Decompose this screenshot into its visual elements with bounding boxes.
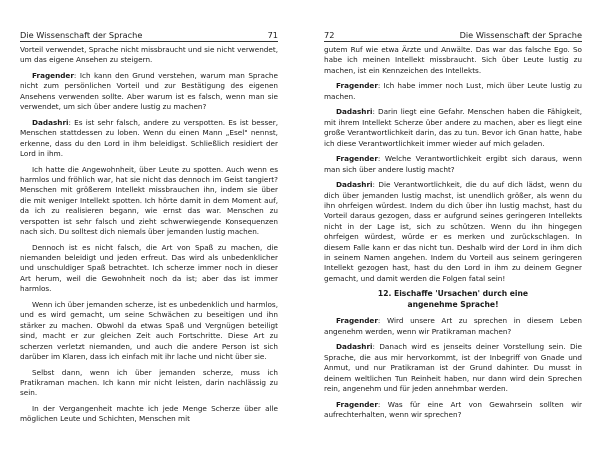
paragraph xyxy=(20,300,278,362)
paragraph xyxy=(324,81,582,102)
paragraph-text: : Danach wird es jenseits deiner Vorstellung sein. Die Sprache, die aus mir hervorkommt, ist der Inbegriff von Gnade und Anmut, und nur Pratikraman ist der Grund dahinter. Du musst in deinem weltlichen Tun Reinheit haben, nur dann wird dein Sprechen rein, angenehm und für jeden annehmbar werden. xyxy=(324,342,582,393)
paragraph xyxy=(20,45,278,66)
paragraph-text: Selbst dann, wenn ich über jemanden scherze, muss ich Pratikraman machen. Ich kann mir nicht leisten, darin nachlässig zu sein. xyxy=(20,367,278,398)
paragraph xyxy=(20,243,278,295)
paragraph-text: : Was für eine Art von Gewahrsein sollten wir aufrechterhalten, wenn wir sprechen? xyxy=(324,399,582,419)
left-running-head xyxy=(20,30,278,42)
speaker-name: Dadashri xyxy=(336,342,373,352)
paragraph xyxy=(324,154,582,175)
paragraph-text: : Die Verantwortlichkeit, die du auf dich lädst, wenn du dich über jemanden lustig machst, ist unendlich größer, als wenn du ihn ohrfeigen würdest. Indem du dich über ihn lustig machst, hast du Vorteil daraus gezogen, dass er aufgrund seines geringeren Intellekts nicht in der Lage ist, sich zu schützen. Wenn du ihn hingegen ohrfeigen würdest, würde er es merken und zurückschlagen. In diesem Falle kann er das nicht tun. Deshalb wird der Lord in ihm dich in seinem Namen angehen. Indem du Vorteil aus seinem geringeren Intellekt gezogen hast, hast du den Lord in ihm zu deinem Gegner gemacht, und damit werden die Folgen fatal sein! xyxy=(324,180,582,283)
paragraph xyxy=(20,118,278,160)
paragraph-text: : Ich habe immer noch Lust, mich über Leute lustig zu machen. xyxy=(324,81,582,101)
speaker-name: Fragender xyxy=(336,154,378,164)
section-heading xyxy=(324,289,582,310)
paragraph xyxy=(324,316,582,337)
paragraph-text: : Ich kann den Grund verstehen, warum man Sprache nicht zum persönlichen Vorteil und zur Bestätigung des eigenen Ansehens verwenden sollte. Aber warum ist es falsch, wenn man sie verwendet, um sich über andere lustig zu machen? xyxy=(20,71,278,112)
paragraph xyxy=(324,45,582,76)
paragraph-text: Wenn ich über jemanden scherze, ist es unbedenklich und harmlos, und es wird gemacht, um seine Schwächen zu beseitigen und ihn stärker zu machen. Obwohl da etwas Spaß und Vergnügen beteiligt sind, macht er zur gleichen Zeit auch Fortschritte. Diese Art zu scherzen verletzt niemanden, und auch die andere Person ist sich darüber im Klaren, dass ich einfach mit ihr lache und nicht über sie. xyxy=(20,299,278,361)
right-page-number: 72 xyxy=(324,30,335,40)
speaker-name: Dadashri xyxy=(32,117,69,127)
paragraph xyxy=(20,165,278,238)
paragraph xyxy=(324,342,582,394)
speaker-name: Dadashri xyxy=(336,107,373,117)
paragraph-text: : Es ist sehr falsch, andere zu verspotten. Es ist besser, Menschen stattdessen zu loben. Wenn du einen Mann „Esel" nennst, erkenne, dass du den Lord in ihm beleidigst. Schließlich residiert der Lord in ihm. xyxy=(20,117,278,159)
paragraph-text: Vorteil verwendet, Sprache nicht missbraucht und sie nicht verwendet, um das eigene Ansehen zu steigern. xyxy=(20,45,278,65)
speaker-name: Fragender xyxy=(336,316,378,326)
right-running-head xyxy=(324,30,582,42)
paragraph-text: In der Vergangenheit machte ich jede Menge Scherze über alle möglichen Leute und Schichten, Menschen mit xyxy=(20,403,278,424)
paragraph-text: Dennoch ist es nicht falsch, die Art von Spaß zu machen, die niemanden beleidigt und jeden erfreut. Das wird als unbedenklicher und unschuldiger Spaß betrachtet. Ich scherze immer noch in dieser Art herum, weil die Gewohnheit noch da ist; aber das ist immer harmlos. xyxy=(20,242,278,294)
section-heading-line: 12. Eischaffe 'Ursachen' durch eine xyxy=(377,289,529,299)
paragraph-text: Ich hatte die Angewohnheit, über Leute zu spotten. Auch wenn es harmlos und fröhlich war, hat sie nicht das dennoch im Geist tangiert? Menschen mit größerem Intellekt missbrauchen ihn, indem sie über die mit weniger Intellekt spotten. Ich hörte damit in dem Moment auf, da ich zu realisieren begann, wie ernst das war. Menschen zu verspotten ist sehr falsch und zieht schwerwiegende Konsequenzen nach sich. Du solltest dich niemals über jemanden lustig machen. xyxy=(20,164,278,237)
right-page-text xyxy=(324,45,582,420)
section-heading-line: angenehme Sprache! xyxy=(407,299,499,309)
speaker-name: Dadashri xyxy=(336,180,373,190)
paragraph xyxy=(324,180,582,284)
left-running-title: Die Wissenschaft der Sprache xyxy=(20,30,143,40)
paragraph-text: : Welche Verantwortlichkeit ergibt sich daraus, wenn man sich über andere lustig macht? xyxy=(324,154,582,174)
paragraph-text: : Darin liegt eine Gefahr. Menschen haben die Fähigkeit, mit ihrem Intellekt Scherze über andere zu machen, aber es liegt eine große Verantwortlichkeit darin, das zu tun. Bevor ich Gnan hatte, habe ich diese Verantwortlichkeit immer wieder auf mich geladen. xyxy=(324,107,582,148)
left-page-text xyxy=(20,45,278,425)
paragraph-text: : Wird unsere Art zu sprechen in diesem Leben angenehm werden, wenn wir Pratikraman machen? xyxy=(324,316,582,336)
speaker-name: Fragender xyxy=(32,71,74,80)
paragraph xyxy=(20,71,278,113)
left-page-number: 71 xyxy=(267,30,278,40)
paragraph-text: gutem Ruf wie etwa Ärzte und Anwälte. Das war das falsche Ego. So habe ich meinen Intellekt missbraucht. Sich über Leute lustig zu machen, ist ein Kennzeichen des Intellekts. xyxy=(324,45,582,75)
paragraph xyxy=(20,368,278,399)
paragraph xyxy=(324,107,582,149)
right-page xyxy=(324,30,582,426)
speaker-name: Fragender xyxy=(336,81,378,91)
paragraph xyxy=(20,404,278,425)
left-page xyxy=(20,30,278,430)
paragraph xyxy=(324,400,582,421)
speaker-name: Fragender xyxy=(336,399,378,409)
right-running-title: Die Wissenschaft der Sprache xyxy=(459,30,582,40)
